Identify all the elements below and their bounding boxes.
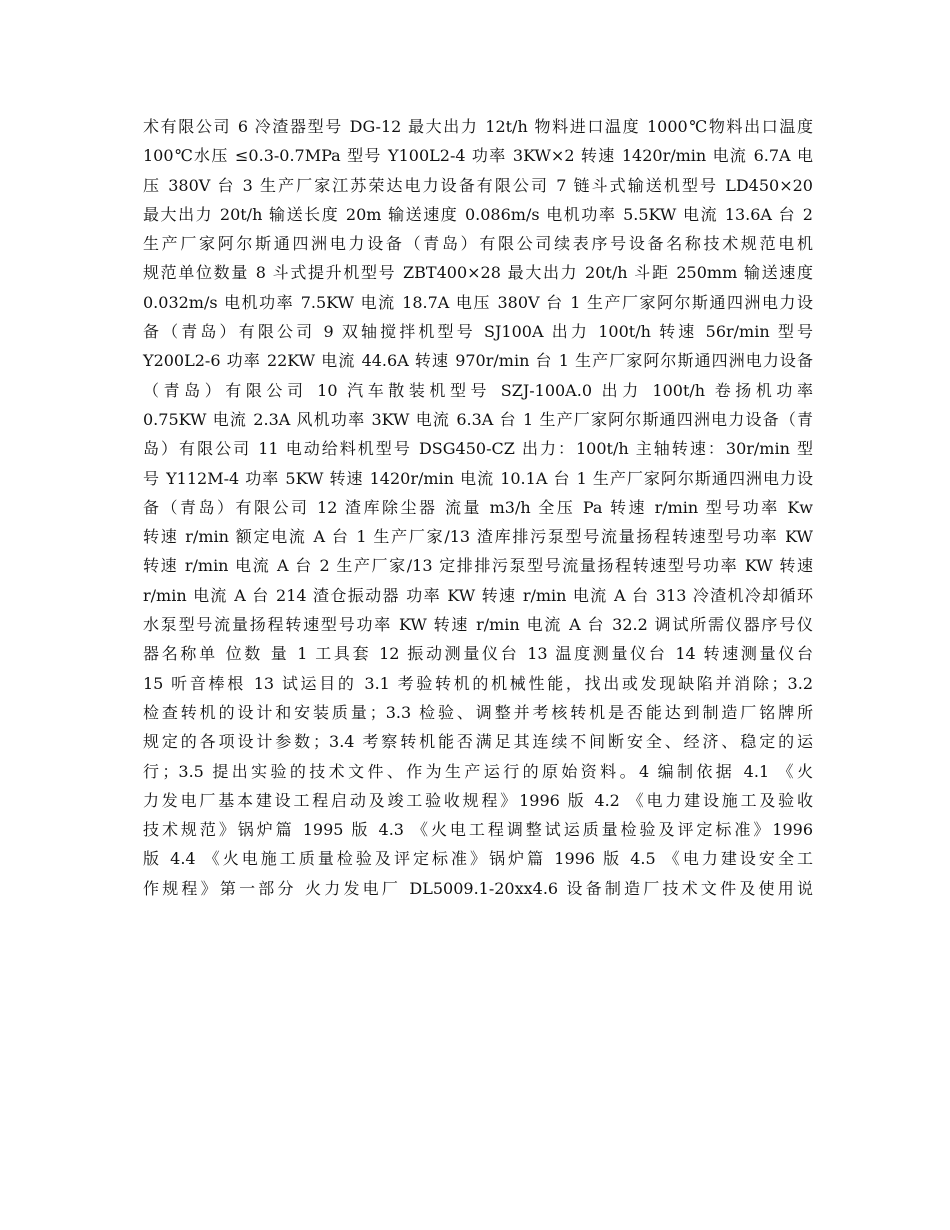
text-line-26: 版 4.4 《火电施工质量检验及评定标准》锅炉篇 1996 版 4.5 《电力建设安全工 bbox=[143, 849, 813, 869]
text-line-24: 力发电厂基本建设工程启动及竣工验收规程》1996 版 4.2 《电力建设施工及验收 bbox=[143, 790, 813, 810]
text-line-14: 备（青岛）有限公司 12 渣库除尘器 流量 m3/h 全压 Pa 转速 r/min 型号功率 Kw bbox=[143, 497, 813, 517]
text-line-12: 岛）有限公司 11 电动给料机型号 DSG450-CZ 出力：100t/h 主轴转速：30r/min 型 bbox=[143, 439, 813, 459]
text-line-15: 转速 r/min 额定电流 A 台 1 生产厂家/13 渣库排污泵型号流量扬程转速型号功率 KW bbox=[143, 527, 813, 547]
text-line-13: 号 Y112M-4 功率 5KW 转速 1420r/min 电流 10.1A 台 1 生产厂家阿尔斯通四洲电力设 bbox=[143, 468, 813, 488]
text-line-5: 生产厂家阿尔斯通四洲电力设备（青岛）有限公司续表序号设备名称技术规范电机 bbox=[143, 234, 813, 254]
text-line-1: 术有限公司 6 冷渣器型号 DG-12 最大出力 12t/h 物料进口温度 1000℃物料出口温度 bbox=[143, 117, 813, 136]
text-line-7: 0.032m/s 电机功率 7.5KW 电流 18.7A 电压 380V 台 1 生产厂家阿尔斯通四洲电力设 bbox=[143, 292, 813, 312]
text-line-25: 技术规范》锅炉篇 1995 版 4.3 《火电工程调整试运质量检验及评定标准》1996 bbox=[143, 820, 813, 840]
text-line-27: 作规程》第一部分 火力发电厂 DL5009.1-20xx4.6 设备制造厂技术文件及使用说 bbox=[143, 878, 813, 898]
text-line-4: 最大出力 20t/h 输送长度 20m 输送速度 0.086m/s 电机功率 5.5KW 电流 13.6A 台 2 bbox=[143, 204, 813, 224]
text-line-19: 器名称单 位数 量 1 工具套 12 振动测量仪台 13 温度测量仪台 14 转速测量仪台 bbox=[143, 644, 813, 664]
text-line-2: 100℃水压 ≤0.3-0.7MPa 型号 Y100L2-4 功率 3KW×2 转速 1420r/min 电流 6.7A 电 bbox=[143, 146, 813, 166]
text-line-22: 规定的各项设计参数；3.4 考察转机能否满足其连续不间断安全、经济、稳定的运 bbox=[143, 732, 813, 752]
text-line-8: 备（青岛）有限公司 9 双轴搅拌机型号 SJ100A 出力 100t/h 转速 56r/min 型号 bbox=[143, 322, 813, 342]
text-line-9: Y200L2-6 功率 22KW 电流 44.6A 转速 970r/min 台 1 生产厂家阿尔斯通四洲电力设备 bbox=[143, 351, 813, 371]
text-line-6: 规范单位数量 8 斗式提升机型号 ZBT400×28 最大出力 20t/h 斗距 250mm 输送速度 bbox=[143, 263, 813, 283]
text-line-11: 0.75KW 电流 2.3A 风机功率 3KW 电流 6.3A 台 1 生产厂家阿尔斯通四洲电力设备（青 bbox=[143, 409, 813, 429]
body-text bbox=[143, 112, 813, 903]
text-line-3: 压 380V 台 3 生产厂家江苏荣达电力设备有限公司 7 链斗式输送机型号 LD450×20 bbox=[143, 175, 813, 195]
text-line-18: 水泵型号流量扬程转速型号功率 KW 转速 r/min 电流 A 台 32.2 调试所需仪器序号仪 bbox=[143, 615, 813, 635]
text-line-16: 转速 r/min 电流 A 台 2 生产厂家/13 定排排污泵型号流量扬程转速型号功率 KW 转速 bbox=[143, 556, 813, 576]
text-line-20: 15 听音棒根 13 试运目的 3.1 考验转机的机械性能，找出或发现缺陷并消除；3.2 bbox=[143, 673, 813, 693]
text-line-21: 检查转机的设计和安装质量；3.3 检验、调整并考核转机是否能达到制造厂铭牌所 bbox=[143, 702, 813, 722]
text-line-23: 行；3.5 提出实验的技术文件、作为生产运行的原始资料。4 编制依据 4.1 《火 bbox=[143, 761, 813, 781]
text-line-10: （青岛）有限公司 10 汽车散装机型号 SZJ-100A.0 出力 100t/h 卷扬机功率 bbox=[143, 380, 813, 400]
text-line-17: r/min 电流 A 台 214 渣仓振动器 功率 KW 转速 r/min 电流 A 台 313 冷渣机冷却循环 bbox=[143, 585, 813, 605]
